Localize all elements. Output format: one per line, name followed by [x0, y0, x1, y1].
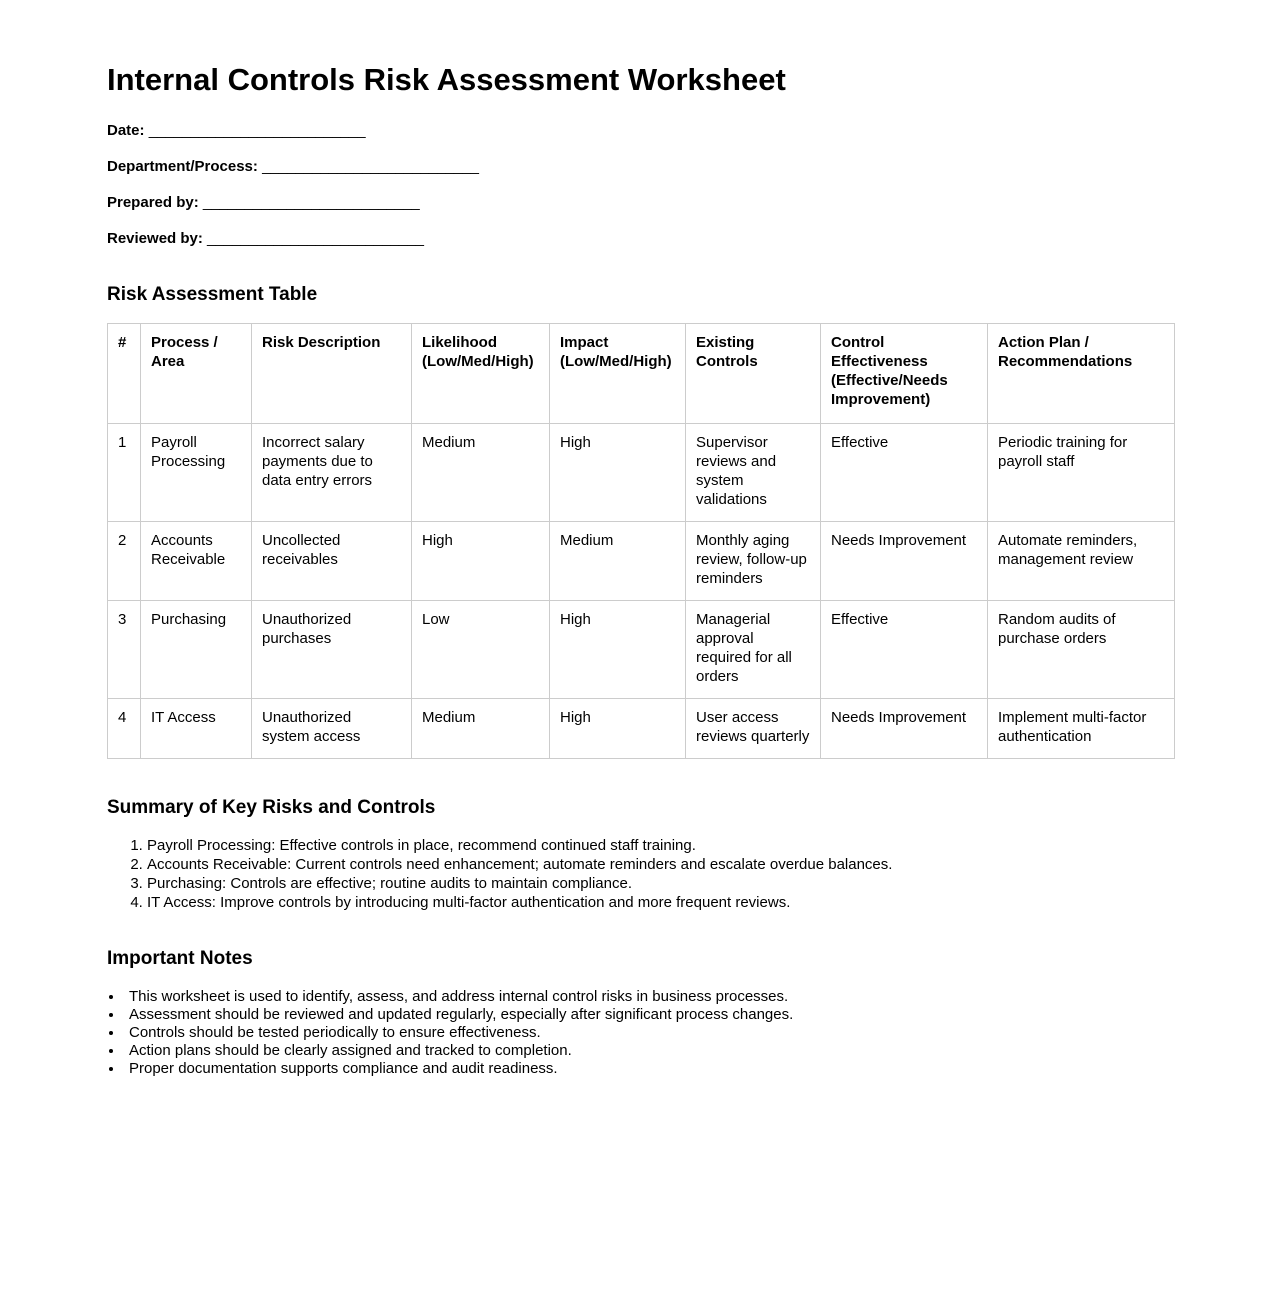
cell-row1-risk-description: Incorrect salary payments due to data entry errors [252, 424, 412, 522]
field-date-label: Date: [107, 122, 145, 139]
col-header-existing-controls: Existing Controls [686, 324, 821, 424]
summary-list [107, 836, 1173, 912]
col-header-action-plan: Action Plan / Recommendations [988, 324, 1175, 424]
summary-item: 4. IT Access: Improve controls by introducing multi-factor authentication and more frequent reviews. [147, 893, 1173, 912]
note-item: • This worksheet is used to identify, assess, and address internal control risks in business processes. [124, 988, 1173, 1006]
risk-assessment-table [107, 323, 1175, 759]
cell-row4-likelihood: Medium [412, 699, 550, 759]
cell-row2-control-effectiveness: Needs Improvement [821, 522, 988, 601]
header-fields [107, 122, 1173, 247]
field-department-process-label: Department/Process: [107, 158, 258, 175]
field-reviewed-by-label: Reviewed by: [107, 230, 203, 247]
col-header-process-area: Process / Area [141, 324, 252, 424]
cell-row3-number: 3 [108, 601, 141, 699]
col-header-impact: Impact (Low/Med/High) [550, 324, 686, 424]
cell-row4-process-area: IT Access [141, 699, 252, 759]
field-prepared-by [107, 194, 1173, 211]
note-item: • Proper documentation supports compliance and audit readiness. [124, 1060, 1173, 1078]
cell-row2-action-plan: Automate reminders, management review [988, 522, 1175, 601]
cell-row2-number: 2 [108, 522, 141, 601]
table-row [108, 699, 1175, 759]
cell-row1-number: 1 [108, 424, 141, 522]
note-item: • Assessment should be reviewed and updated regularly, especially after significant process changes. [124, 1006, 1173, 1024]
cell-row4-impact: High [550, 699, 686, 759]
cell-row4-control-effectiveness: Needs Improvement [821, 699, 988, 759]
notes-heading: Important Notes [107, 948, 253, 969]
cell-row1-existing-controls: Supervisor reviews and system validations [686, 424, 821, 522]
cell-row4-risk-description: Unauthorized system access [252, 699, 412, 759]
cell-row2-impact: Medium [550, 522, 686, 601]
cell-row3-risk-description: Unauthorized purchases [252, 601, 412, 699]
field-prepared-by-label: Prepared by: [107, 194, 199, 211]
field-prepared-by-blank: __________________________ [202, 194, 420, 211]
field-date [107, 122, 1173, 139]
cell-row1-control-effectiveness: Effective [821, 424, 988, 522]
cell-row4-existing-controls: User access reviews quarterly [686, 699, 821, 759]
summary-heading: Summary of Key Risks and Controls [107, 797, 436, 818]
cell-row1-action-plan: Periodic training for payroll staff [988, 424, 1175, 522]
note-item: • Controls should be tested periodically to ensure effectiveness. [124, 1024, 1173, 1042]
cell-row2-risk-description: Uncollected receivables [252, 522, 412, 601]
cell-row3-likelihood: Low [412, 601, 550, 699]
summary-item: 1. Payroll Processing: Effective controls in place, recommend continued staff training. [147, 836, 1173, 855]
cell-row4-number: 4 [108, 699, 141, 759]
summary-item: 3. Purchasing: Controls are effective; routine audits to maintain compliance. [147, 874, 1173, 893]
field-reviewed-by-blank: __________________________ [207, 230, 424, 247]
cell-row3-control-effectiveness: Effective [821, 601, 988, 699]
cell-row3-action-plan: Random audits of purchase orders [988, 601, 1175, 699]
cell-row3-impact: High [550, 601, 686, 699]
note-item: • Action plans should be clearly assigned and tracked to completion. [124, 1042, 1173, 1060]
col-header-likelihood: Likelihood (Low/Med/High) [412, 324, 550, 424]
cell-row1-process-area: Payroll Processing [141, 424, 252, 522]
table-row [108, 522, 1175, 601]
col-header-risk-description: Risk Description [252, 324, 412, 424]
col-header-control-effectiveness: Control Effectiveness (Effective/Needs Improvement) [821, 324, 988, 424]
table-header-row [108, 324, 1175, 424]
cell-row2-likelihood: High [412, 522, 550, 601]
cell-row4-action-plan: Implement multi-factor authentication [988, 699, 1175, 759]
table-row [108, 424, 1175, 522]
field-department-process [107, 158, 1173, 175]
field-reviewed-by [107, 230, 1173, 247]
cell-row3-process-area: Purchasing [141, 601, 252, 699]
cell-row1-likelihood: Medium [412, 424, 550, 522]
cell-row2-process-area: Accounts Receivable [141, 522, 252, 601]
field-department-process-blank: __________________________ [262, 158, 479, 175]
notes-list [107, 988, 1173, 1078]
table-row [108, 601, 1175, 699]
summary-item: 2. Accounts Receivable: Current controls need enhancement; automate reminders and escalate overdue balances. [147, 855, 1173, 874]
risk-table-heading: Risk Assessment Table [107, 284, 318, 305]
cell-row2-existing-controls: Monthly aging review, follow-up reminders [686, 522, 821, 601]
field-date-blank: __________________________ [148, 122, 366, 139]
page-title: Internal Controls Risk Assessment Worksheet [107, 62, 786, 97]
col-header-number: # [108, 324, 141, 424]
cell-row3-existing-controls: Managerial approval required for all orders [686, 601, 821, 699]
cell-row1-impact: High [550, 424, 686, 522]
